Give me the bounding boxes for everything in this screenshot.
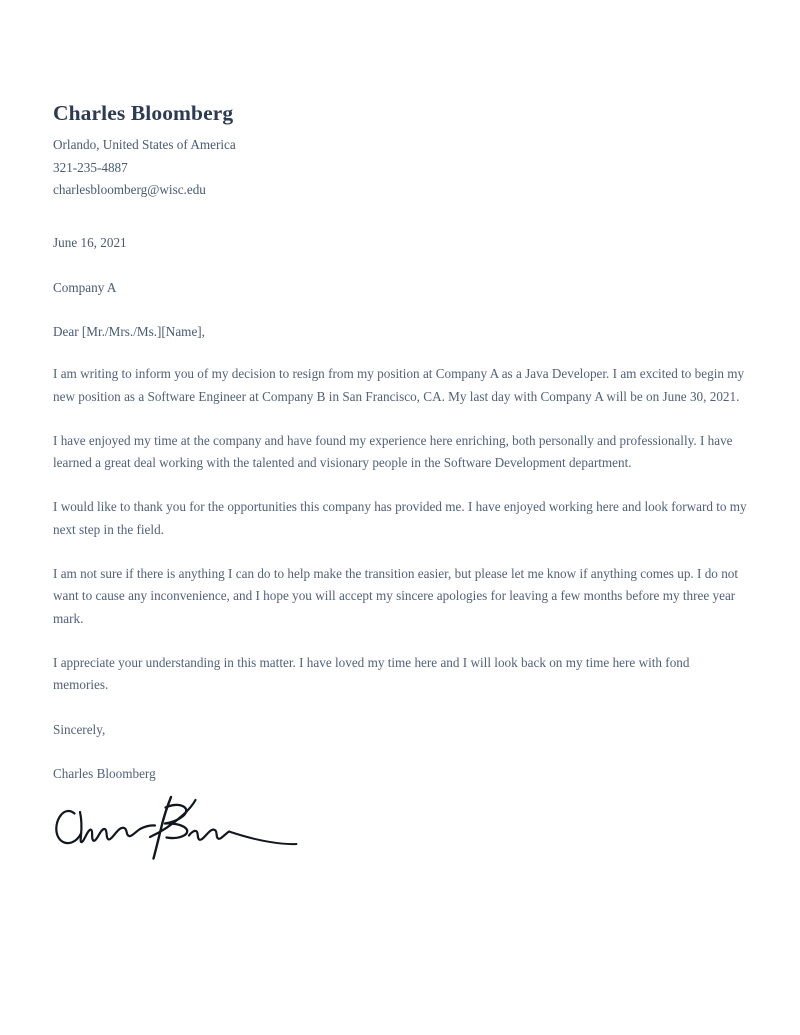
sender-email: charlesbloomberg@wisc.edu [53,182,206,198]
letter-content [53,100,747,860]
sender-phone: 321-235-4887 [53,159,128,175]
body-paragraph-1: I am writing to inform you of my decision to resign from my position at Company A as a Java Developer. I am excited to begin my new position as a Software Engineer at Company B in San Francisco, CA. My last day with Company A will be on June 30, 2021. [53,366,745,405]
valediction: Sincerely, [53,722,106,738]
body-paragraph-4: I am not sure if there is anything I can do to help make the transition easier, but please let me know if anything comes up. I do not want to cause any inconvenience, and I hope you will accept my sincere apologies for leaving a few months before my three year mark. [53,565,739,626]
signer-name: Charles Bloomberg [53,766,156,782]
salutation: Dear [Mr./Mrs./Ms.][Name], [53,324,205,340]
sender-location: Orlando, United States of America [53,136,236,152]
letter-date: June 16, 2021 [53,234,127,250]
body-paragraph-2: I have enjoyed my time at the company and have found my experience here enriching, both personally and professionally. I have learned a great deal working with the talented and visionary people in the Software Development department. [53,432,733,471]
signature-image [49,788,309,860]
sender-block [53,100,747,202]
body-paragraph-3: I would like to thank you for the opportunities this company has provided me. I have enjoyed working here and look forward to my next step in the field. [53,499,747,537]
body-paragraph-5: I appreciate your understanding in this matter. I have loved my time here and I will look back on my time here with fond memories. [53,654,690,693]
page-title: Charles Bloomberg [53,101,234,125]
recipient-company: Company A [53,280,117,296]
